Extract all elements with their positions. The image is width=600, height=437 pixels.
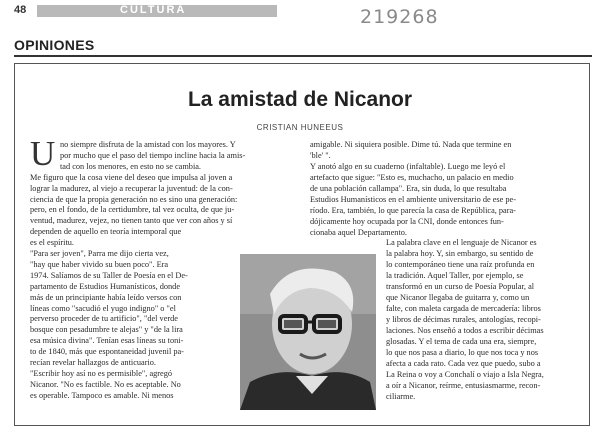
text-line: es el espíritu. [30,238,75,248]
text-line: a oír a Nicanor, reírme, entusiasmarme, recon- [386,381,541,390]
text-line: "hay que haber vivido su buen poco". Era [30,259,169,269]
text-line: por mucho que el paso del tiempo incline hacia la amis- [60,150,246,160]
archive-number: 219268 [360,6,439,28]
text-line: tad con los menores, en esto no se cambia. [60,161,202,171]
section-label: CULTURA [120,4,187,16]
text-line: lo contemporáneo tiene una raíz profunda en [386,260,535,269]
text-line: lo que nos pasa a diario, lo que nos toca y nos [386,348,539,357]
text-line: partamento de Estudios Humanísticos, donde [30,281,181,291]
text-line: amigable. Ni siquiera posible. Dime tú. Nada que termine en [310,140,512,149]
text-line: laciones. Nos enseñó a todos a escribir décimas [386,326,544,335]
article-title: La amistad de Nicanor [187,88,413,111]
text-line: "Escribir hoy así no es permisible", agregó [30,368,173,378]
text-line: la tradición. Aquel Taller, por ejemplo, se [386,271,524,280]
text-line: 1974. Salíamos de su Taller de Poesía en el De- [30,270,188,280]
text-line: Estudios Humanísticos en el ambiente universitario de ese pe- [310,195,516,204]
text-line: de una población callampa". Era, sin duda, lo que resultaba [310,184,507,193]
text-line: perverso proceder de tu artificio", "del verde [30,314,178,324]
header-rule [14,55,592,57]
text-line: la palabra hoy. Y, sin embargo, su sentido de [386,249,534,258]
text-line: cionaba aquel Departamento. [310,228,407,237]
text-line: líneas como "sacudió el yugo indigno" o "el [30,303,176,313]
text-line: ríodo. Era, también, lo que parecía la casa de República, para- [310,206,516,215]
text-line: y libros de décimas rurales, antologías, recopi- [386,315,541,324]
text-line: artefacto que sigue: "Esto es, muchacho, un palacio en medio [310,173,514,182]
text-line: recían revelar hallazgos de anticuario. [30,358,156,367]
text-line: glosadas. Y el tema de cada una era, siempre, [386,337,537,346]
text-line: que Nicanor llegaba de guitarra y, como un [386,293,530,302]
text-line: La Reina o voy a Conchalí o viajo a Isla Negra, [386,370,544,379]
article-author: CRISTIAN HUNEEUS [256,123,344,132]
text-line: La palabra clave en el lenguaje de Nicanor es [386,238,537,247]
text-line: transformó en un curso de Poesía Popular, al [386,282,535,291]
text-line: ciencia de que la propia generación no es sino una generación: [30,194,238,204]
text-line: pero, en el fondo, de la certidumbre, tal vez oculta, de que ju- [30,205,235,215]
text-line: "Para ser joven", Parra me dijo cierta vez, [30,249,169,258]
text-line: dependen de aquello en teoría intemporal que [30,227,182,237]
text-line: ciliarme. [386,392,416,401]
text-line: Nicanor. "No es factible. No es aceptable. No [30,379,181,389]
text-line: bosque con pesadumbre te alejas" y "de la lira [30,325,183,335]
text-line: es operable. Tampoco es amable. Ni menos [30,390,174,400]
drop-cap: U [30,134,56,173]
text-line: Y anotó algo en su cuaderno (infaltable). Luego me leyó el [310,162,506,171]
text-line: dójicamente hoy ocupada por la CNI, donde entonces fun- [310,217,504,226]
text-line: esa música divina". Tenían esas líneas su toni- [30,336,184,346]
text-line: ventud, madurez, vejez, no tienen tanto que ver con años y sí [30,216,233,226]
text-line: más de un principiante había leído versos con [30,292,182,302]
text-line: no siempre disfruta de la amistad con los mayores. Y [60,140,236,149]
category-label: OPINIONES [14,37,95,53]
text-line: afecta a cada rato. Cada vez que puedo, subo a [386,359,541,368]
page-number: 48 [14,4,27,16]
author-portrait-photo [240,254,376,410]
text-line: 'ble' ". [310,151,331,160]
text-line: to de 1840, más que espontaneidad juvenil pa- [30,347,184,357]
text-line: lograr la madurez, al viejo a recuperar la juventud: de la con- [30,183,233,193]
text-line: falte, con maleta cargada de mercadería: libros [386,304,541,313]
text-line: Me figuro que la cosa viene del deseo que impulsa al joven a [30,172,233,182]
portrait-photo-icon [240,254,376,410]
